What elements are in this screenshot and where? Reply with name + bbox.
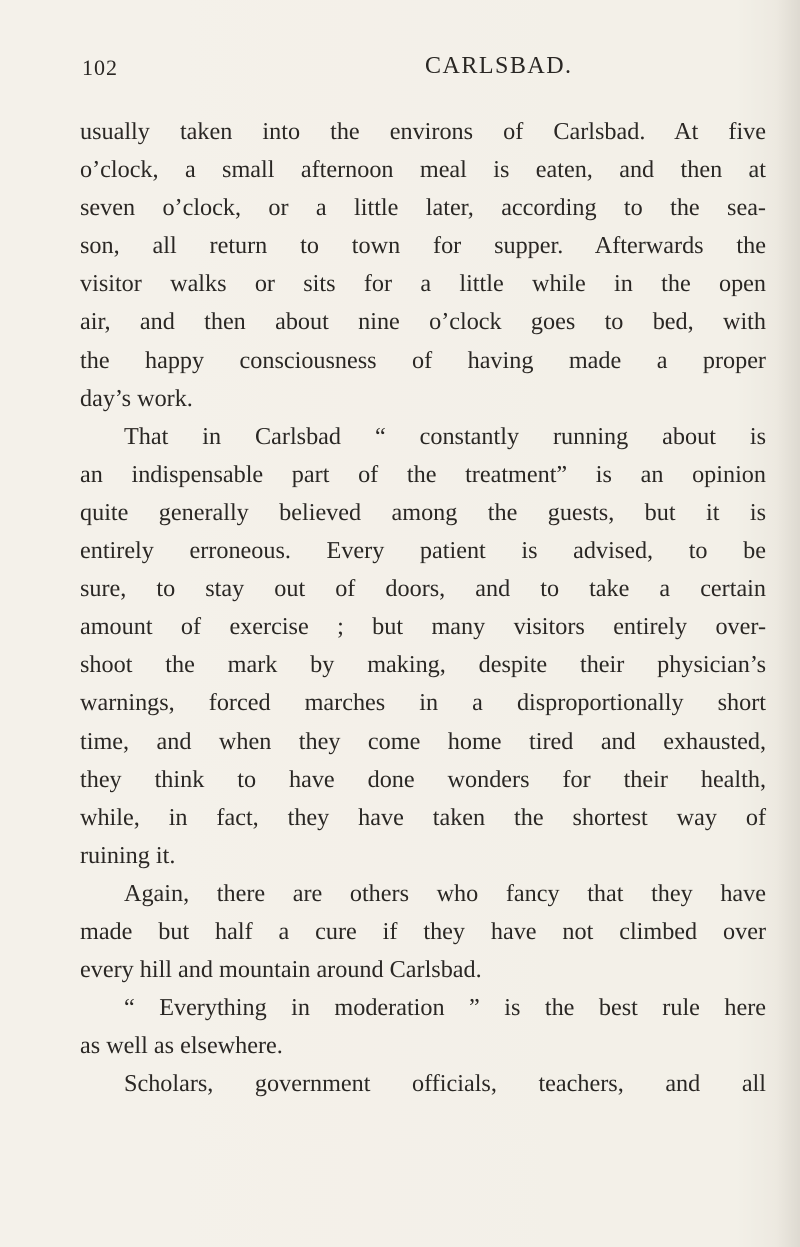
text-line: day’s work. [80,384,193,412]
body-text [80,113,766,1103]
text-line: as well as elsewhere. [80,1032,283,1060]
text-line: quite generally believed among the guests, but it is [80,498,766,526]
page-number: 102 [82,55,118,80]
text-line: an indispensable part of the treatment” is an opinion [80,460,766,488]
text-line: visitor walks or sits for a little while in the open [80,270,766,298]
text-line: the happy consciousness of having made a proper [80,346,766,374]
text-line: every hill and mountain around Carlsbad. [80,956,482,984]
text-line: o’clock, a small afternoon meal is eaten, and then at [80,156,766,184]
text-line: son, all return to town for supper. Afterwards the [80,232,766,260]
page-header [80,50,728,90]
text-line: usually taken into the environs of Carlsbad. At five [80,118,766,145]
paragraph-start-line: Scholars, government officials, teachers, and all [124,1070,766,1098]
running-head: CARLSBAD. [425,53,573,79]
text-line: they think to have done wonders for their health, [80,765,766,793]
page-edge-shadow [776,0,800,1247]
text-line: made but half a cure if they have not climbed over [80,917,766,945]
text-line: ruining it. [80,841,176,869]
text-line: air, and then about nine o’clock goes to bed, with [80,308,766,336]
text-line: warnings, forced marches in a disproportionally short [80,689,766,717]
text-line: while, in fact, they have taken the shortest way of [80,803,766,831]
paragraph-start-line: Again, there are others who fancy that they have [124,879,766,907]
text-line: sure, to stay out of doors, and to take a certain [80,575,766,603]
text-line: entirely erroneous. Every patient is advised, to be [80,537,766,565]
text-line: amount of exercise ; but many visitors entirely over- [80,613,766,641]
text-line: shoot the mark by making, despite their physician’s [80,651,766,679]
text-line: time, and when they come home tired and exhausted, [80,727,766,755]
paragraph-start-line: That in Carlsbad “ constantly running about is [124,422,766,450]
text-line: seven o’clock, or a little later, according to the sea- [80,194,766,222]
paragraph-start-line: “ Everything in moderation ” is the best rule here [124,994,766,1022]
